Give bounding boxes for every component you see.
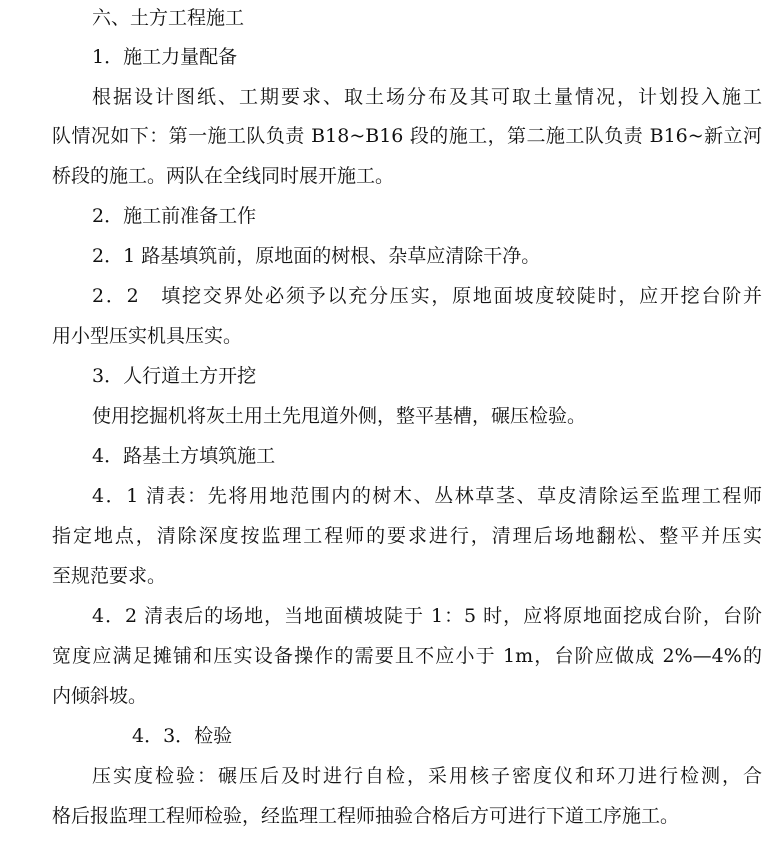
paragraph-1-line-2: 队情况如下：第一施工队负责 B18~B16 段的施工，第二施工队负责 B16~新立河	[52, 125, 762, 147]
item-4-2-line-2: 宽度应满足摊铺和压实设备操作的需要且不应小于 1m，台阶应做成 2%—4%的	[52, 645, 762, 667]
paragraph-1-line-3: 桥段的施工。两队在全线同时展开施工。	[52, 165, 395, 187]
item-4-2-line-3: 内倾斜坡。	[52, 685, 148, 707]
item-4-1-line-3: 至规范要求。	[52, 565, 167, 587]
item-4-1-line-1: 4．1 清表：先将用地范围内的树木、丛林草茎、草皮清除运至监理工程师	[92, 485, 762, 507]
heading-2: 2．施工前准备工作	[92, 205, 257, 227]
item-4-2-line-1: 4．2 清表后的场地，当地面横坡陡于 1：5 时，应将原地面挖成台阶，台阶	[92, 605, 762, 627]
item-2-2-line-2: 用小型压实机具压实。	[52, 325, 243, 347]
heading-1: 1．施工力量配备	[92, 46, 238, 68]
heading-4-3: 4．3．检验	[132, 725, 233, 747]
heading-3: 3．人行道土方开挖	[92, 365, 257, 387]
item-2-1: 2．1 路基填筑前，原地面的树根、杂草应清除干净。	[92, 245, 541, 267]
item-4-1-line-2: 指定地点，清除深度按监理工程师的要求进行，清理后场地翻松、整平并压实	[52, 525, 762, 547]
heading-4: 4．路基土方填筑施工	[92, 445, 276, 467]
paragraph-4-3-line-1: 压实度检验：碾压后及时进行自检，采用核子密度仪和环刀进行检测，合	[92, 765, 762, 787]
item-2-2-line-1: 2．2 填挖交界处必须予以充分压实，原地面坡度较陡时，应开挖台阶并	[92, 285, 762, 307]
paragraph-1-line-1: 根据设计图纸、工期要求、取土场分布及其可取土量情况，计划投入施工	[92, 86, 762, 108]
section-title: 六、土方工程施工	[92, 7, 245, 29]
paragraph-3: 使用挖掘机将灰土用土先甩道外侧，整平基槽，碾压检验。	[92, 405, 587, 427]
paragraph-4-3-line-2: 格后报监理工程师检验，经监理工程师抽验合格后方可进行下道工序施工。	[52, 805, 680, 827]
